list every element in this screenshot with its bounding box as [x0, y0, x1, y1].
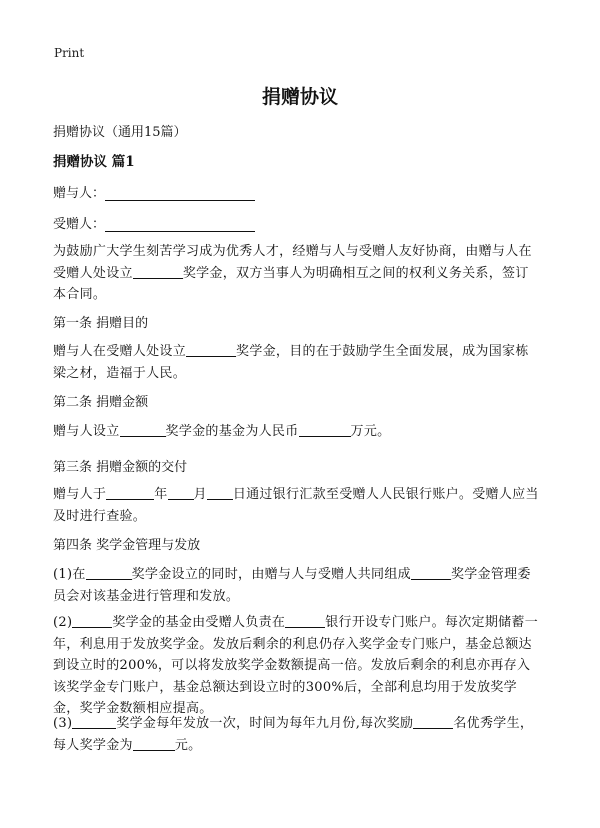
art1-text-2: 奖学金，目的在于鼓励学生全面发展，成为国家栋梁之材，造福于人民。: [53, 344, 529, 381]
article-1-body: [53, 341, 539, 384]
intro-paragraph: [53, 241, 539, 306]
blank: [86, 565, 132, 580]
article-3-title: 第三条 捐赠金额的交付: [53, 460, 188, 475]
article-2-body: [53, 421, 539, 443]
blank: [285, 613, 325, 628]
blank: [207, 485, 233, 500]
art4-p3-text-3: 名优秀学生，每人奖学金为: [53, 716, 534, 753]
art2-text-2: 奖学金的基金为人民币: [165, 424, 299, 439]
art4-p1-text-2: 奖学金设立的同时，由赠与人与受赠人共同组成: [131, 567, 411, 582]
article-1-title: 第一条 捐赠目的: [53, 316, 149, 331]
blank: [413, 714, 453, 729]
art2-text-3: 万元。: [350, 424, 391, 439]
art4-p2-text-2: 奖学金的基金由受赠人负责在: [112, 615, 286, 630]
section-heading: 捐赠协议 篇1: [53, 154, 135, 170]
art1-text-1: 赠与人在受赠人处设立: [53, 344, 187, 359]
blank: [72, 613, 112, 628]
article-2-title: 第二条 捐赠金额: [53, 395, 149, 410]
article-3-body: [53, 484, 539, 527]
blank: [411, 565, 451, 580]
blank: [120, 422, 166, 437]
intro-text-2: 奖学金，双方当事人为明确相互之间的权利义务关系，签订本合同。: [53, 265, 529, 302]
art3-text-4: 日通过银行汇款至受赠人人民银行账户。受赠人应当及时进行查验。: [53, 487, 539, 524]
art2-text-1: 赠与人设立: [53, 424, 120, 439]
recipient-blank: [105, 217, 255, 232]
blank: [168, 485, 194, 500]
blank: [299, 422, 351, 437]
art4-p1-text-1: (1)在: [53, 567, 86, 582]
art4-p1-text-3: 奖学金管理委员会对该基金进行管理和发放。: [53, 567, 531, 604]
art4-p2-text-3: 银行开设专门账户。每次定期储蓄一年，利息用于发放奖学金。发放后剩余的利息仍存入奖学金专门账户，基金总额达到设立时的200%，可以将发放奖学金数额提高一倍。发放后剩余的利息亦再存入该奖学金专门账户，基金总额达到设立时的300%后，全部利息均用于发放奖学金，奖学金数额相应提高。: [53, 615, 539, 716]
recipient-label: 受赠人：: [53, 217, 106, 232]
donor-field: [53, 182, 255, 201]
art3-text-2: 年: [154, 487, 168, 502]
art4-p3-text-1: (3): [53, 716, 73, 731]
art4-p3-text-4: 元。: [174, 737, 202, 753]
donor-blank: [105, 186, 255, 201]
article-4-item-3: [53, 713, 539, 756]
document-subtitle: 捐赠协议（通用15篇）: [53, 125, 187, 140]
document-title: 捐赠协议: [261, 86, 338, 108]
donor-label: 赠与人：: [53, 186, 106, 201]
art3-text-1: 赠与人于: [53, 487, 107, 502]
blank: [133, 264, 183, 279]
article-4-item-2: [53, 612, 539, 720]
blank: [72, 714, 116, 729]
art4-p2-text-1: (2): [53, 615, 73, 630]
print-label: Print: [54, 46, 85, 60]
blank: [133, 736, 175, 751]
recipient-field: [53, 213, 255, 232]
article-4-item-1: [53, 564, 539, 607]
blank: [106, 485, 154, 500]
art4-p3-text-2: 奖学金每年发放一次，时间为每年九月份,每次奖励: [116, 716, 414, 731]
art3-text-3: 月: [193, 487, 207, 502]
blank: [186, 342, 236, 357]
intro-text-1: 为鼓励广大学生刻苦学习成为优秀人才，经赠与人与受赠人友好协商，由赠与人在受赠人处设立: [53, 244, 532, 281]
article-4-title: 第四条 奖学金管理与发放: [53, 538, 201, 553]
